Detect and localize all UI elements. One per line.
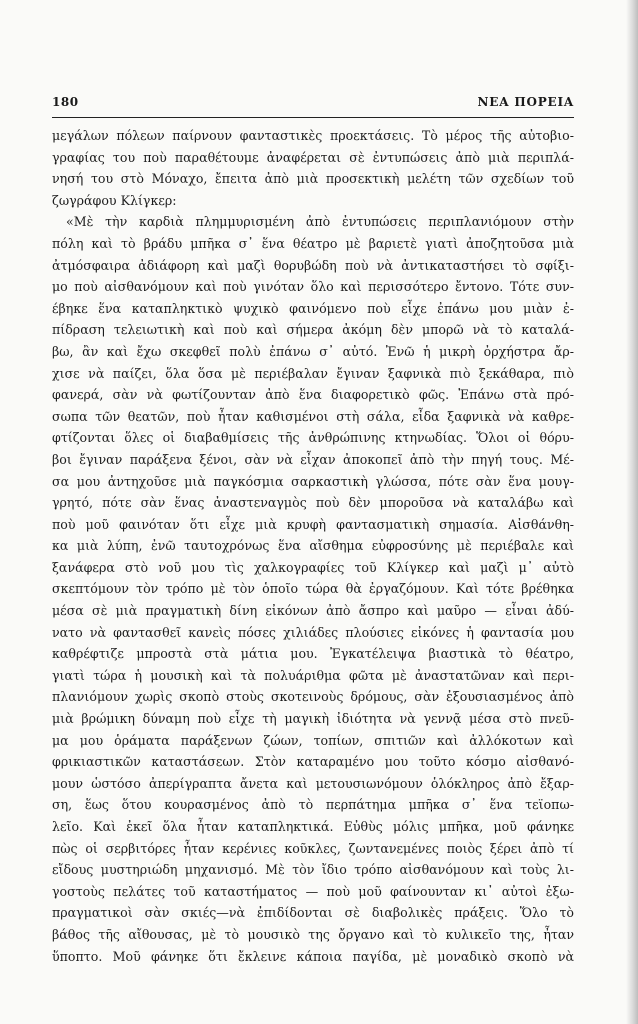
text-line: φρικιαστικῶν καταστάσεων. Στὸν καταραμένο μου τοῦτο κόσμο αἰσθανό- bbox=[52, 754, 574, 770]
text-line: πραγματικοὶ σὰν σκιές—νὰ ἐπιδίδονται σὲ διαβολικὲς πράξεις. Ὅλο τὸ bbox=[52, 905, 574, 921]
running-title: ΝΕΑ ΠΟΡΕΙΑ bbox=[477, 95, 574, 109]
text-line: γρητό, πότε σὰν ἕνας ἀναστεναγμὸς ποὺ δὲν μποροῦσα νὰ καταλάβω καὶ bbox=[52, 495, 574, 511]
page-edge-shadow bbox=[626, 0, 638, 1024]
text-line: μο ποὺ αἰσθανόμουν καὶ ποὺ γινόταν ὅλο καὶ περισσότερο ἔντονο. Τότε συν- bbox=[52, 279, 574, 295]
text-line: ζωγράφου Κλίγκερ: bbox=[52, 192, 177, 208]
text-line: λεῖο. Καὶ ἐκεῖ ὅλα ἦταν καταπληκτικά. Εὐθὺς μόλις μπῆκα, μοῦ φάνηκε bbox=[52, 819, 574, 834]
text-line: βω, ἂν καὶ ἔχω σκεφθεῖ πολὺ ἐπάνω σ᾽ αὐτό. Ἐνῶ ἡ μικρὴ ὀρχήστρα ἄρ- bbox=[52, 343, 574, 359]
text-line bbox=[52, 967, 574, 989]
body-text bbox=[52, 125, 574, 989]
text-line: νατο νὰ φαντασθεῖ κανεὶς πόσες χιλιάδες πλούσιες εἰκόνες ἡ φαντασία μου bbox=[52, 624, 574, 640]
text-line: ὕποπτο. Μοῦ φάνηκε ὅτι ἔκλεινε κάποια παγίδα, μὲ μοναδικὸ σκοπὸ νὰ bbox=[52, 948, 574, 964]
text-line: φανερά, σὰν νὰ φωτίζουνταν ἀπὸ ἕνα διαφορετικὸ φῶς. Ἐπάνω στὰ πρό- bbox=[52, 387, 574, 403]
running-header bbox=[52, 93, 574, 113]
text-line: ση, ἕως ὅτου κουρασμένος ἀπὸ τὸ περπάτημα μπῆκα σ᾽ ἕνα τεϊοπω- bbox=[52, 797, 574, 813]
text-line: «Μὲ τὴν καρδιὰ πλημμυρισμένη ἀπὸ ἐντυπώσεις περιπλανιόμουν στὴν bbox=[66, 214, 574, 230]
text-line: μέσα σὲ μιὰ πραγματικὴ δίνη εἰκόνων ἀπὸ ἄσπρο καὶ μαῦρο — εἶναι ἀδύ- bbox=[52, 603, 574, 619]
text-line: ποὺ μοῦ φαινόταν ὅτι εἶχε μιὰ κρυφὴ φαντασματικὴ σημασία. Αἰσθάνθη- bbox=[52, 516, 574, 532]
text-line: βοι ἔγιναν παράξενα ξένοι, σὰν νὰ εἶχαν ἀποκοπεῖ ἀπὸ τὴν πηγή τους. Μέ- bbox=[52, 451, 574, 467]
text-line: μα μου ὁράματα παράξενων ζώων, τοπίων, σπιτιῶν καὶ ἀλλόκοτων καὶ bbox=[52, 732, 574, 748]
text-line: μουν ὡστόσο ἀπερίγραπτα ἄνετα καὶ μετουσιωνόμουν ὁλόκληρος ἀπὸ ἔξαρ- bbox=[52, 775, 574, 791]
text-line: χισε νὰ παίζει, ὅλα ὅσα μὲ περιέβαλαν ἔγιναν ξαφνικὰ πιὸ ξεκάθαρα, πιὸ bbox=[52, 365, 574, 381]
text-line: σκεπτόμουν τὸν τρόπο μὲ τὸν ὁποῖο τώρα θὰ ἐργαζόμουν. Καὶ τότε βρέθηκα bbox=[52, 581, 574, 597]
text-line: γραφίας του ποὺ παραθέτουμε ἀναφέρεται σὲ ἐντυπώσεις ἀπὸ μιὰ περιπλά- bbox=[52, 149, 574, 165]
text-line: νησή του στὸ Μόναχο, ἔπειτα ἀπὸ μιὰ προσεκτικὴ μελέτη τῶν σχεδίων τοῦ bbox=[52, 171, 574, 187]
text-line: πὼς οἱ σερβιτόρες ἦταν κερένιες κοῦκλες, ζωντανεμένες ποιὸς ξέρει ἀπὸ τί bbox=[52, 840, 574, 856]
text-line: μιὰ βρώμικη δύναμη ποὺ εἶχε τὴ μαγικὴ ἰδιότητα νὰ γεννᾷ μέσα στὸ πνεῦ- bbox=[52, 711, 574, 727]
text-line: φτίζονται ὅλες οἱ διαβαθμίσεις τῆς ἀνθρώπινης κτηνωδίας. Ὅλοι οἱ θόρυ- bbox=[52, 430, 574, 446]
text-line: καθρέφτιζε μπροστὰ στὰ μάτια μου. Ἐγκατέλειψα βιαστικὰ τὸ θέατρο, bbox=[52, 646, 574, 662]
text-line: σα μου ἀντηχοῦσε μιὰ παγκόσμια σαρκαστικὴ γλώσσα, πότε σὰν ἕνα μουγ- bbox=[52, 473, 574, 489]
text-line: γοστοὺς πελάτες τοῦ καταστήματος — ποὺ μοῦ φαίνουνταν κι᾽ αὐτοὶ ἐξω- bbox=[52, 883, 574, 899]
header-rule bbox=[52, 117, 574, 118]
text-line: πλανιόμουν χωρὶς σκοπὸ στοὺς σκοτεινοὺς δρόμους, σὰν ἐξουσιασμένος ἀπὸ bbox=[52, 689, 574, 705]
text-line: κα μιὰ λύπη, ἐνῶ ταυτοχρόνως ἕνα αἴσθημα εὐφροσύνης μὲ περιέβαλε καὶ bbox=[52, 538, 574, 554]
text-line: γιατὶ τώρα ἡ μουσικὴ καὶ τὰ πολυάριθμα φῶτα μὲ ἀναστατῶναν καὶ περι- bbox=[52, 667, 574, 683]
text-line: πίδραση τελειωτικὴ καὶ ποὺ καὶ σήμερα ἀκόμη δὲν μπορῶ νὰ τὸ καταλά- bbox=[52, 322, 574, 338]
page-number: 180 bbox=[52, 95, 79, 109]
text-line: έβηκε ἕνα καταπληκτικὸ ψυχικὸ φαινόμενο ποὺ εἶχε ἐπάνω μου μιὰν ἐ- bbox=[52, 300, 574, 316]
text-line: πόλη καὶ τὸ βράδυ μπῆκα σ᾽ ἕνα θέατρο μὲ βαριετὲ γιατὶ ἀποζητοῦσα μιὰ bbox=[52, 235, 574, 251]
text-line: εἴδους μυστηριώδη μηχανισμό. Μὲ τὸν ἴδιο τρόπο αἰσθανόμουν καὶ τοὺς λι- bbox=[52, 862, 574, 878]
text-line: ἀτμόσφαιρα ἀδιάφορη καὶ μαζὶ θορυβώδη ποὺ νὰ ἀντικαταστήσει τὸ σφίξι- bbox=[52, 257, 574, 273]
text-line: βάθος τῆς αἴθουσας, μὲ τὸ μουσικὸ της ὄργανο καὶ τὸ κυλικεῖο της, ἦταν bbox=[52, 926, 574, 942]
text-line: σωπα τῶν θεατῶν, ποὺ ἦταν καθισμένοι στὴ σάλα, εἶδα ξαφνικὰ νὰ καθρε- bbox=[52, 408, 574, 424]
text-line: ξανάφερα στὸ νοῦ μου τὶς χαλκογραφίες τοῦ Κλίγκερ καὶ μαζὶ μ᾽ αὐτὸ bbox=[52, 559, 574, 575]
text-line: μεγάλων πόλεων παίρνουν φανταστικὲς προεκτάσεις. Τὸ μέρος τῆς αὐτοβιο- bbox=[52, 128, 574, 143]
